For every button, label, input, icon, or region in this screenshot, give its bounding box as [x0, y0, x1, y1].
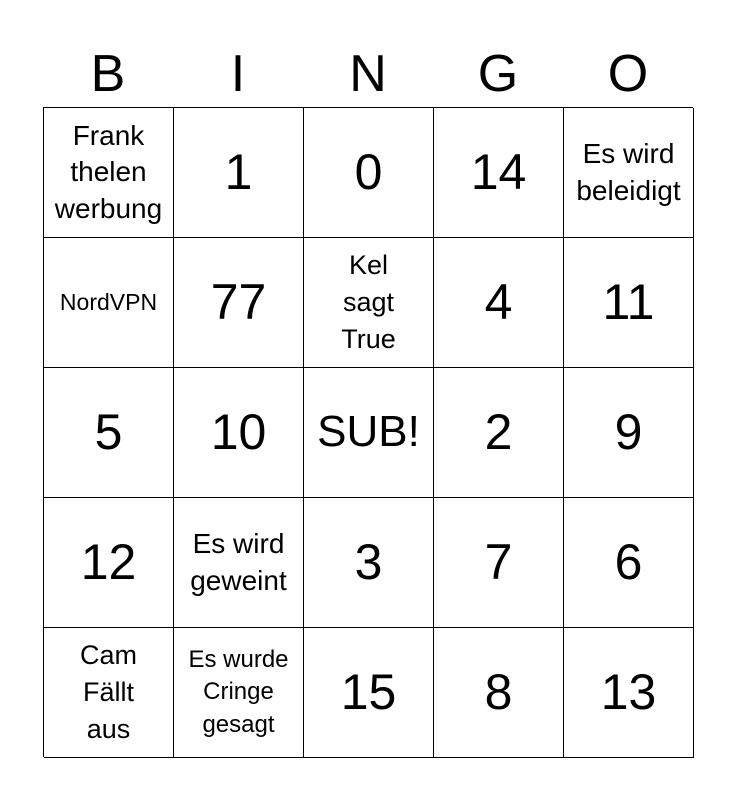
header-letter-g: G — [477, 45, 519, 103]
bingo-cell-r1-c4[interactable]: 14 — [434, 108, 564, 238]
bingo-cell-r3-c5[interactable]: 9 — [564, 368, 694, 498]
header-letter-i: I — [230, 45, 246, 103]
bingo-cell-r1-c1[interactable]: Frank thelen werbung — [44, 108, 174, 238]
header-letter-b: B — [90, 45, 126, 103]
bingo-cell-r1-c5[interactable]: Es wird beleidigt — [564, 108, 694, 238]
bingo-cell-r3-c3[interactable]: SUB! — [304, 368, 434, 498]
bingo-cell-r2-c3[interactable]: Kel sagt True — [304, 238, 434, 368]
bingo-cell-r4-c3[interactable]: 3 — [304, 498, 434, 628]
bingo-cell-r3-c4[interactable]: 2 — [434, 368, 564, 498]
bingo-cell-r5-c3[interactable]: 15 — [304, 628, 434, 758]
bingo-cell-r4-c4[interactable]: 7 — [434, 498, 564, 628]
bingo-cell-r4-c1[interactable]: 12 — [44, 498, 174, 628]
bingo-cell-r2-c1[interactable]: NordVPN — [44, 238, 174, 368]
bingo-header — [43, 40, 693, 108]
bingo-cell-r1-c3[interactable]: 0 — [304, 108, 434, 238]
bingo-cell-r4-c5[interactable]: 6 — [564, 498, 694, 628]
bingo-cell-r2-c5[interactable]: 11 — [564, 238, 694, 368]
bingo-cell-r5-c1[interactable]: Cam Fällt aus — [44, 628, 174, 758]
bingo-cell-r5-c4[interactable]: 8 — [434, 628, 564, 758]
header-letter-o: O — [607, 45, 649, 103]
bingo-cell-r2-c4[interactable]: 4 — [434, 238, 564, 368]
bingo-cell-r3-c1[interactable]: 5 — [44, 368, 174, 498]
header-letter-n: N — [349, 45, 387, 103]
bingo-cell-r5-c5[interactable]: 13 — [564, 628, 694, 758]
bingo-cell-r2-c2[interactable]: 77 — [174, 238, 304, 368]
bingo-cell-r3-c2[interactable]: 10 — [174, 368, 304, 498]
bingo-cell-r4-c2[interactable]: Es wird geweint — [174, 498, 304, 628]
bingo-cell-r5-c2[interactable]: Es wurde Cringe gesagt — [174, 628, 304, 758]
bingo-cell-r1-c2[interactable]: 1 — [174, 108, 304, 238]
bingo-grid — [43, 107, 693, 757]
